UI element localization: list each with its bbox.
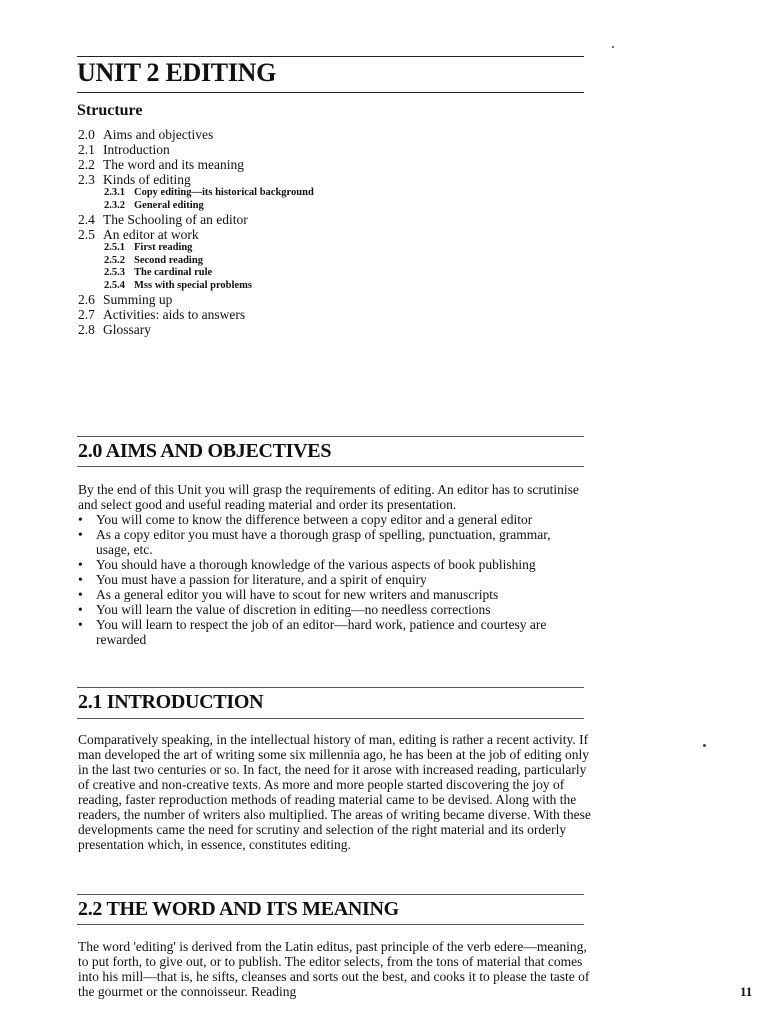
toc-item-label: Kinds of editing: [103, 172, 191, 187]
bullet-icon: •: [78, 572, 83, 587]
aims-bullet-text: As a general editor you will have to scout for new writers and manuscripts: [96, 587, 499, 602]
toc-item-number: 2.4: [78, 212, 95, 227]
toc-subitem: [78, 280, 314, 293]
toc-item-label: Summing up: [103, 292, 173, 307]
toc-item: [78, 142, 314, 157]
word-bottom-rule: [77, 924, 584, 925]
toc-item: [78, 227, 314, 242]
section-heading-aims: 2.0 AIMS AND OBJECTIVES: [78, 440, 332, 462]
toc-subitem-number: 2.3.1: [104, 187, 125, 198]
top-rule: [77, 56, 584, 57]
aims-bullet-text: You should have a thorough knowledge of the various aspects of book publishing: [96, 557, 536, 572]
scan-speck: [612, 46, 614, 48]
toc-item: [78, 212, 314, 227]
toc-subitem-number: 2.5.4: [104, 279, 125, 291]
toc-subitem: [78, 242, 314, 255]
toc-item-label: Activities: aids to answers: [103, 307, 246, 322]
toc-subitem-label: First reading: [134, 242, 193, 253]
toc-item-label: Introduction: [103, 142, 170, 157]
bullet-icon: •: [78, 527, 83, 542]
bullet-icon: •: [78, 617, 83, 632]
toc-item-label: An editor at work: [103, 227, 199, 242]
word-meaning-body: The word 'editing' is derived from the Latin editus, past principle of the verb edere—meaning, to put forth, to give out, or to publish. The editor selects, from the tons of material that comes into his mill—that is, he sifts, cleanses and sorts out the best, and cooks it to please the taste of the gourmet or the connoisseur. Reading: [78, 939, 590, 999]
toc-subitem: [78, 267, 314, 280]
aims-bullet-item: [78, 617, 588, 647]
aims-bullet-item: [78, 587, 588, 602]
toc-subitem-number: 2.5.1: [104, 242, 125, 253]
word-top-rule: [77, 894, 584, 895]
bullet-icon: •: [78, 557, 83, 572]
toc-item-label: The word and its meaning: [103, 157, 244, 172]
toc-item-number: 2.7: [78, 307, 95, 322]
aims-bottom-rule: [77, 466, 584, 467]
section-heading-word-meaning: 2.2 THE WORD AND ITS MEANING: [78, 898, 399, 920]
toc-item-number: 2.0: [78, 127, 95, 142]
scan-speck: [703, 744, 706, 747]
bullet-icon: •: [78, 587, 83, 602]
toc-item-number: 2.2: [78, 157, 95, 172]
toc-subitem-label: Second reading: [134, 254, 203, 266]
section-heading-introduction: 2.1 INTRODUCTION: [78, 691, 264, 713]
intro-top-rule: [77, 687, 584, 688]
toc-subitem-label: Mss with special problems: [134, 279, 252, 291]
toc-item-label: Aims and objectives: [103, 127, 214, 142]
toc-subitem-number: 2.3.2: [104, 199, 125, 211]
aims-bullet-text: You will learn to respect the job of an editor—hard work, patience and courtesy are rewarded: [96, 617, 547, 647]
introduction-body: Comparatively speaking, in the intellectual history of man, editing is rather a recent activity. If man developed the art of writing some six millennia ago, he has been at the job of editing only in the last two centuries or so. In fact, the need for it arose with increased reading, particularly of creative and non-creative texts. As more and more people started discovering the joy of reading, faster reproduction methods of reading material came to be devised. Along with the readers, the number of writers also multiplied. The areas of writing became diverse. With these developments came the need for scrutiny and selection of the right material and its orderly presentation which, in essence, constitutes editing.: [78, 732, 591, 852]
structure-heading: Structure: [77, 102, 143, 119]
toc-subitem-number: 2.5.3: [104, 267, 125, 278]
toc-item: [78, 307, 314, 322]
table-of-contents: [78, 127, 314, 337]
intro-bottom-rule: [77, 718, 584, 719]
toc-item-label: The Schooling of an editor: [103, 212, 248, 227]
toc-subitem-label: The cardinal rule: [134, 267, 213, 278]
toc-subitem: [78, 187, 314, 200]
aims-bullet-text: As a copy editor you must have a thorough grasp of spelling, punctuation, grammar, usage, etc.: [96, 527, 551, 557]
aims-bullet-item: [78, 602, 588, 617]
aims-bullet-text: You will learn the value of discretion in editing—no needless corrections: [96, 602, 491, 617]
aims-bullet-text: You will come to know the difference between a copy editor and a general editor: [96, 512, 533, 527]
toc-item: [78, 172, 314, 187]
aims-bullet-item: [78, 512, 588, 527]
toc-subitem-label: General editing: [134, 199, 204, 211]
toc-item: [78, 127, 314, 142]
toc-subitem-label: Copy editing—its historical background: [134, 187, 314, 198]
unit-title: UNIT 2 EDITING: [77, 58, 277, 87]
aims-bullet-item: [78, 557, 588, 572]
aims-bullet-text: You must have a passion for literature, and a spirit of enquiry: [96, 572, 427, 587]
toc-item-number: 2.1: [78, 142, 95, 157]
toc-item: [78, 322, 314, 337]
toc-item-number: 2.5: [78, 227, 95, 242]
aims-bullet-item: [78, 527, 588, 557]
bullet-icon: •: [78, 602, 83, 617]
toc-item-number: 2.6: [78, 292, 95, 307]
aims-bullet-list: [78, 512, 588, 647]
toc-subitem: [78, 255, 314, 268]
toc-subitem-number: 2.5.2: [104, 254, 125, 266]
bullet-icon: •: [78, 512, 83, 527]
toc-item-number: 2.3: [78, 172, 95, 187]
toc-subitem: [78, 200, 314, 213]
aims-intro: By the end of this Unit you will grasp the requirements of editing. An editor has to scrutinise and select good and useful reading material and order its presentation.: [78, 482, 579, 512]
aims-bullet-item: [78, 572, 588, 587]
toc-item-number: 2.8: [78, 322, 95, 337]
toc-item-label: Glossary: [103, 322, 151, 337]
page-number: 11: [740, 984, 753, 999]
aims-top-rule: [77, 436, 584, 437]
toc-item: [78, 292, 314, 307]
title-underline: [77, 92, 584, 93]
toc-item: [78, 157, 314, 172]
